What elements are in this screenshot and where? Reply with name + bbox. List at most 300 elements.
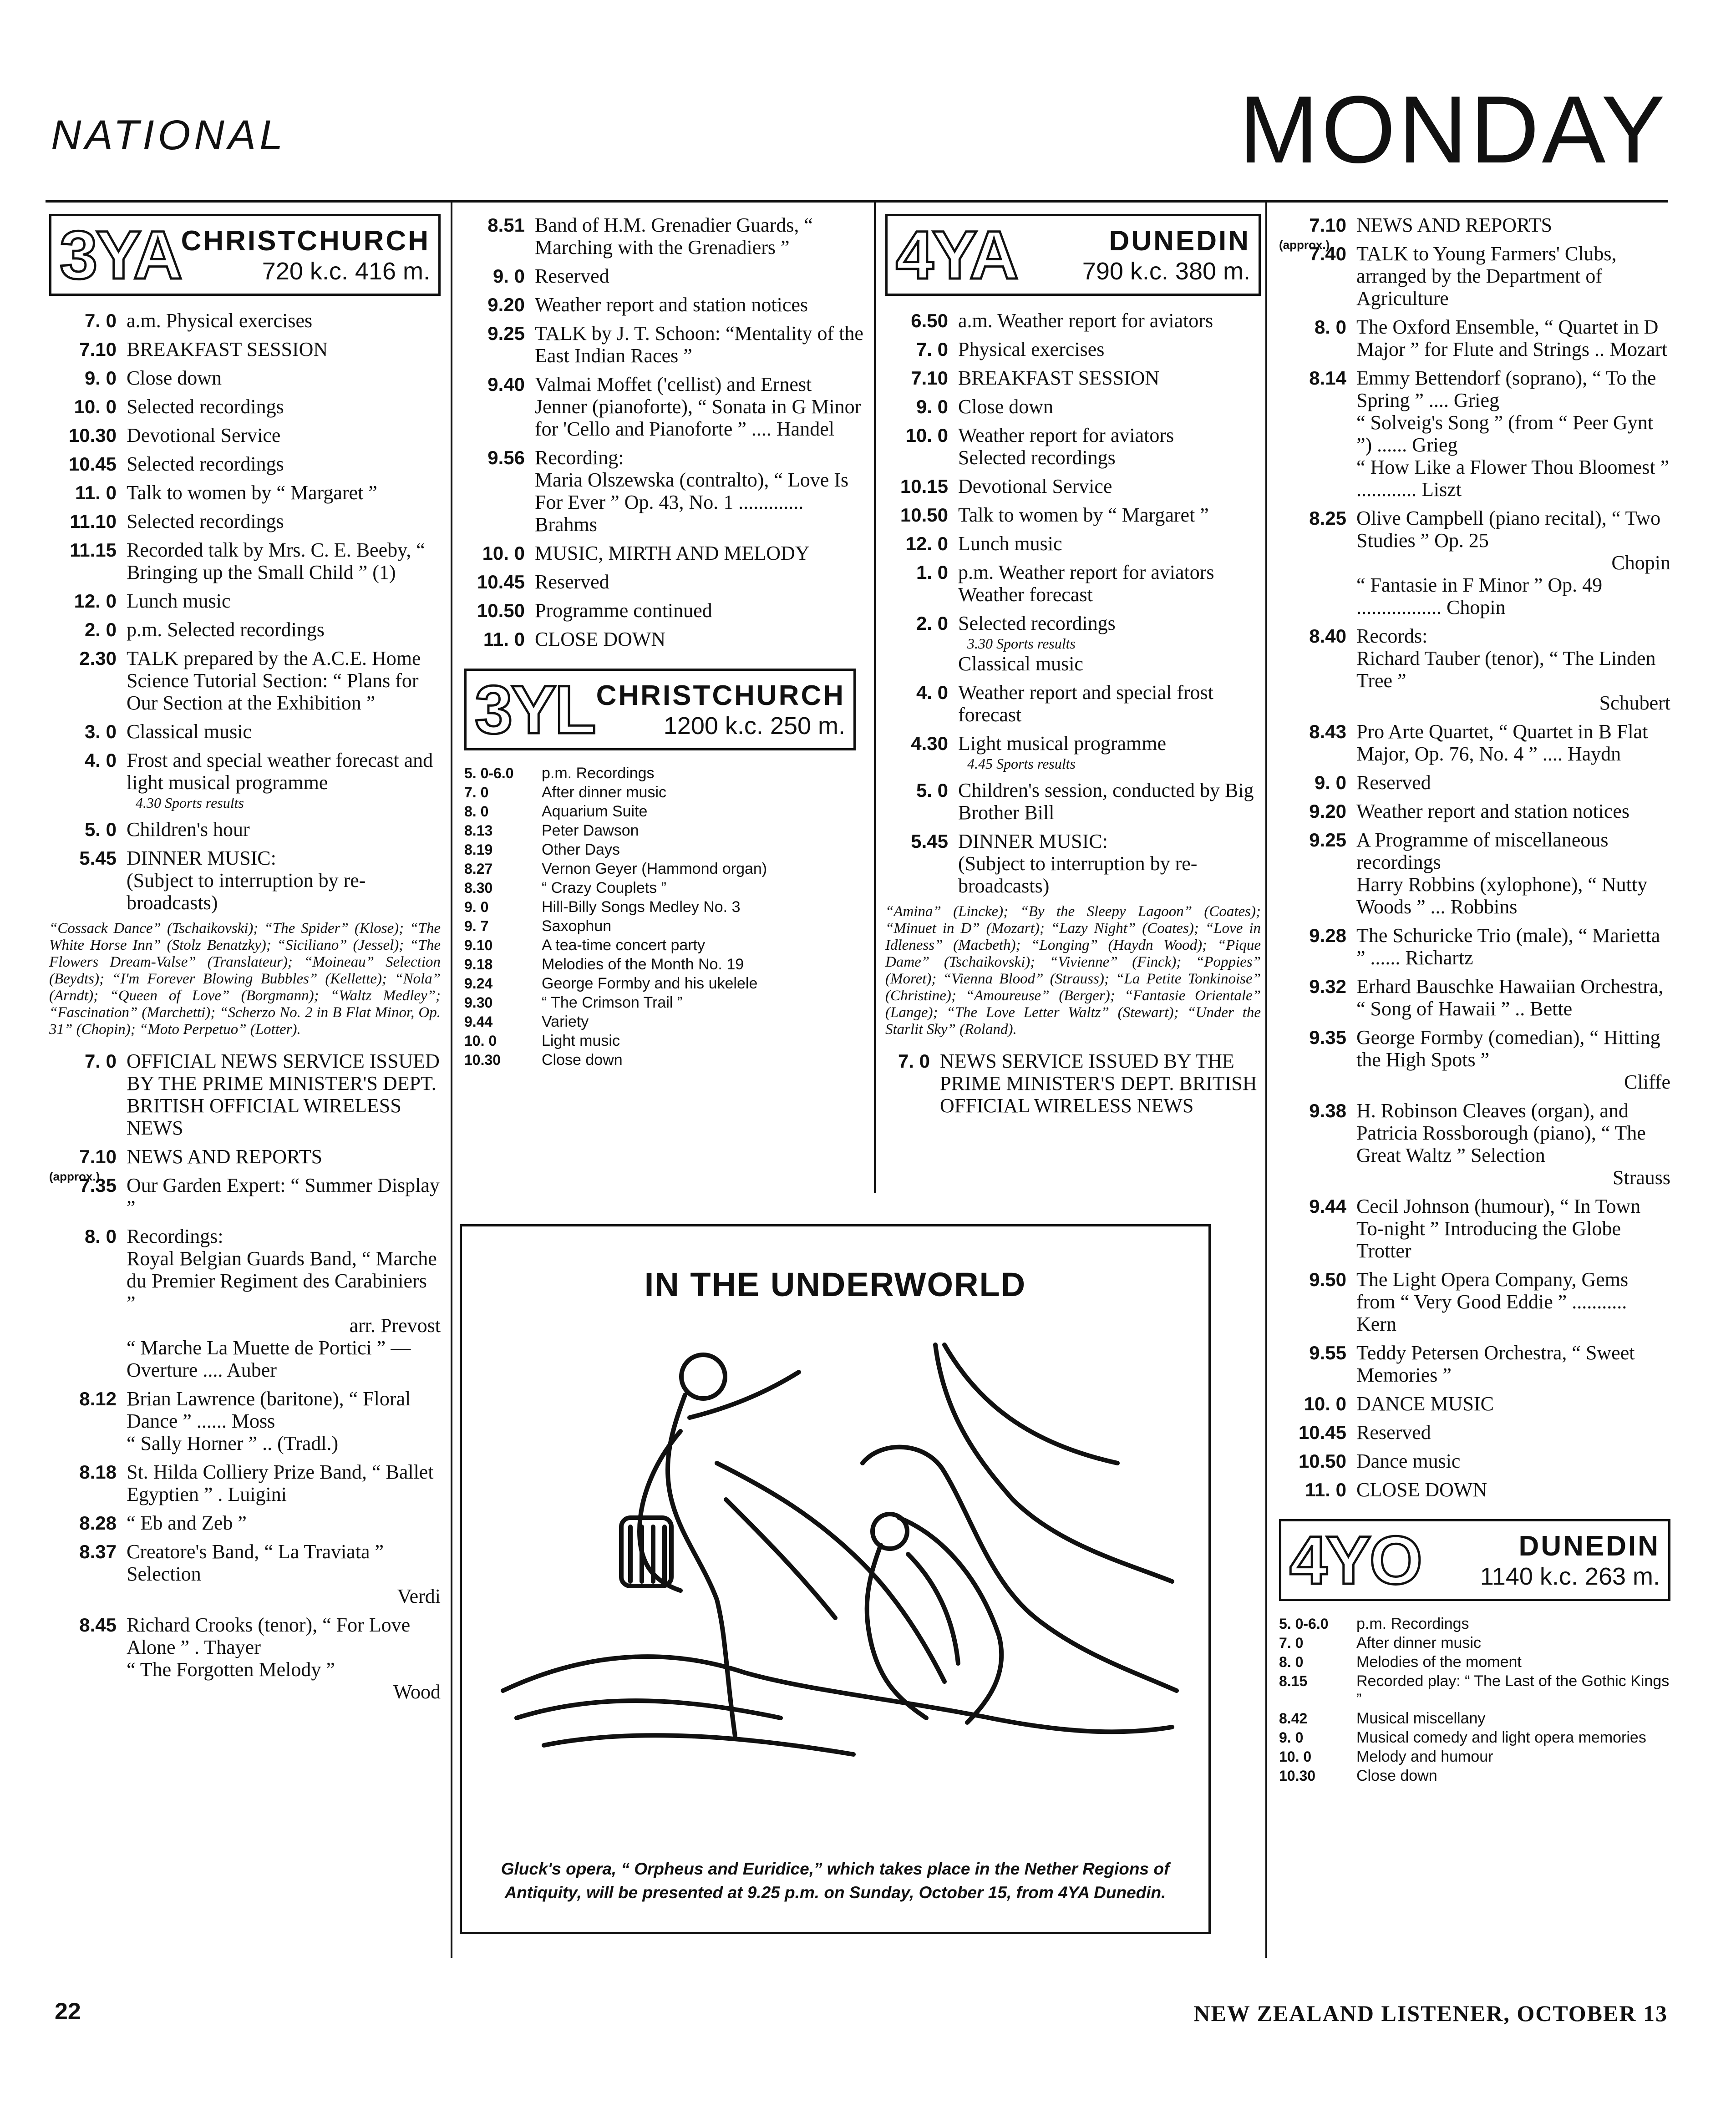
column-divider-2 [874,201,876,1193]
entry-time: 8.42 [1279,1710,1308,1727]
schedule-entry [1279,1672,1670,1708]
entry-text: Programme continued [535,599,712,622]
column-3ya-cont [464,214,865,1070]
entry-time: 8.51 [487,214,525,236]
station-call: 4YO [1289,1522,1421,1598]
entry-text: Close down [1356,1767,1437,1784]
entry-time: 9.55 [1309,1342,1346,1363]
entry-time: 8.28 [79,1512,117,1534]
entry-time: 4. 0 [84,750,117,771]
schedule-entry [49,481,441,504]
entry-text: Reserved [535,265,609,287]
entry-text: “ Marche La Muette de Portici ” — Overture .... Auber [127,1337,411,1381]
schedule-entry [885,504,1261,526]
entry-time: 1. 0 [916,562,948,583]
schedule-entry [885,681,1261,726]
entry-time: 7. 0 [464,784,489,801]
entry-time: 4. 0 [916,682,948,703]
entry-text: BREAKFAST SESSION [958,367,1160,389]
entry-time: 10.30 [464,1052,501,1068]
schedule-entry [49,1050,441,1139]
entry-composer: Cliffe [1624,1071,1670,1093]
schedule-entry [464,955,865,973]
schedule-entry [1279,924,1670,969]
entry-text: a.m. Physical exercises [127,309,313,332]
entry-time: 8.27 [464,861,493,877]
entry-time: 12. 0 [905,533,948,554]
station-frequency: 1200 k.c. 250 m. [663,712,845,740]
entry-time: 10. 0 [464,1033,497,1049]
dinner-music-list: “Amina” (Lincke); “By the Sleepy Lagoon” (Coates); “Minuet in D” (Mozart); “Lazy Night” (Coates); “Love in Idleness” (Macbeth); “Longing” (Haydn Wood); “Pique Dame” (Tschaikovski); “Vivienne” (Finck); “Poppies” (Moret); “Vienna Blood” (Strauss); “La Petite Tonkinoise” (Christine); “Amoureuse” (Berger); “Fantasie Orientale” (Lange); “The Love Letter Waltz” (Stewart); “Under the Starlit Sky” (Roland). [885,903,1261,1038]
schedule-entry [49,1540,441,1607]
entry-text: “ The Forgotten Melody ” [127,1658,335,1681]
entry-time: 8.40 [1309,625,1346,647]
schedule-entry [1279,1026,1670,1093]
entry-time: 7. 0 [916,339,948,360]
entry-text: TALK by J. T. Schoon: “Mentality of the East Indian Races ” [535,322,863,367]
schedule-entry [1279,1615,1670,1633]
entry-time: 7.10 [79,1146,117,1167]
schedule-entry [1279,214,1670,252]
entry-time: 9.20 [487,294,525,315]
entry-time: 9.18 [464,956,493,973]
entry-time: 10.50 [1298,1450,1346,1472]
entry-text: p.m. Weather report for aviators [958,561,1214,583]
entry-text: CLOSE DOWN [535,628,666,650]
entry-text: Musical miscellany [1356,1710,1486,1727]
entry-time: 9. 7 [464,918,489,934]
entry-time: 7. 0 [84,310,117,331]
schedule-entry [1279,243,1670,309]
station-call: 4YA [896,217,1017,293]
entry-text: Teddy Petersen Orchestra, “ Sweet Memories ” [1356,1342,1635,1386]
entry-text: George Formby (comedian), “ Hitting the High Spots ” [1356,1026,1660,1071]
entry-text: Melody and humour [1356,1748,1493,1765]
entry-text: Melodies of the Month No. 19 [542,956,744,973]
entry-text: Dance music [1356,1450,1461,1472]
entry-text: “ Eb and Zeb ” [127,1512,247,1534]
schedule-entry [49,1461,441,1505]
entry-time: 9. 0 [84,367,117,389]
column-divider-1 [451,201,452,1958]
entry-time: 8.12 [79,1388,117,1409]
entry-time: 8.43 [1309,721,1346,742]
entry-time: 8.14 [1309,367,1346,389]
entry-time: 9. 0 [492,265,525,287]
entry-time: 5. 0 [916,780,948,801]
schedule-entry [464,1032,865,1050]
station-box-3yl [464,669,856,750]
entry-text: DANCE MUSIC [1356,1393,1494,1415]
station-frequency: 790 k.c. 380 m. [1082,257,1250,285]
schedule-list [464,214,865,650]
schedule-entry [1279,800,1670,822]
entry-text: Children's hour [127,818,250,841]
schedule-entry [464,936,865,954]
entry-text: DINNER MUSIC: [127,847,276,869]
entry-time: 10. 0 [905,425,948,446]
entry-text: Recording: [535,446,624,469]
schedule-entry [1279,1767,1670,1785]
schedule-entry [1279,1748,1670,1766]
entry-time: 10. 0 [1304,1393,1346,1414]
entry-text: NEWS AND REPORTS [127,1145,323,1168]
schedule-entry [49,1225,441,1381]
entry-text: Selected recordings [127,510,284,532]
entry-text: Creatore's Band, “ La Traviata ” Selection [127,1540,384,1585]
entry-text: Aquarium Suite [542,803,648,820]
entry-time: 11. 0 [75,482,117,503]
schedule-entry [1279,1450,1670,1472]
entry-composer: Verdi [397,1585,441,1607]
entry-text: Lunch music [958,532,1062,555]
entry-subnote: 4.45 Sports results [967,755,1076,772]
station-box-4yo [1279,1519,1670,1601]
station-city: DUNEDIN [1109,225,1250,257]
entry-time: 9.28 [1309,925,1346,946]
entry-time: 10.30 [1279,1768,1316,1784]
schedule-list [885,309,1261,897]
dinner-music-list: “Cossack Dance” (Tschaikovski); “The Spider” (Klose); “The White Horse Inn” (Stolz Benatzky); “Siciliano” (Jessel); “The Flowers Dream-Valse” (Translateur); “Moineau” Selection (Beydts); “I'm Forever Blowing Bubbles” (Kellette); “Nola” (Arndt); “Queen of Love” (Borgmann); “Waltz Medley”; “Fascination” (Marchetti); “Scherzo No. 2 in B Flat Minor, Op. 31” (Chopin); “Moto Perpetuo” (Lotter). [49,920,441,1038]
entry-text: The Light Opera Company, Gems from “ Very Good Eddie ” ........... Kern [1356,1268,1629,1335]
schedule-entry [49,1512,441,1534]
entry-text: Erhard Bauschke Hawaiian Orchestra, “ Song of Hawaii ” .. Bette [1356,975,1664,1020]
schedule-entry [464,841,865,859]
entry-time: 8. 0 [1279,1654,1304,1670]
entry-time: 8.18 [79,1461,117,1483]
schedule-entry [464,974,865,993]
entry-time: 12. 0 [74,590,117,612]
entry-text: Lunch music [127,590,231,612]
entry-text: Weather report and station notices [1356,800,1630,822]
entry-text: Devotional Service [127,424,281,446]
entry-text: CLOSE DOWN [1356,1479,1487,1501]
orpheus-illustration [489,1327,1186,1782]
entry-time: 8.45 [79,1614,117,1636]
schedule-entry [1279,1421,1670,1444]
entry-text: Recorded talk by Mrs. C. E. Beeby, “ Bringing up the Small Child ” (1) [127,539,425,583]
entry-text: Physical exercises [958,338,1105,360]
opera-feature-box [460,1224,1211,1934]
station-call: 3YA [60,217,181,293]
schedule-entry [49,847,441,914]
entry-time: 9.32 [1309,976,1346,997]
entry-text: Our Garden Expert: “ Summer Display ” [127,1174,440,1219]
schedule-entry [49,309,441,332]
entry-time: 8.15 [1279,1673,1308,1689]
entry-time: 10.50 [900,504,948,526]
entry-text: Band of H.M. Grenadier Guards, “ Marching with the Grenadiers ” [535,214,813,258]
entry-subnote: 4.30 Sports results [136,795,244,811]
entry-text: Close down [542,1051,623,1069]
entry-time: 11. 0 [483,628,525,650]
entry-time: 2.30 [79,648,117,669]
entry-text: The Oxford Ensemble, “ Quartet in D Major ” for Flute and Strings .. Mozart [1356,316,1668,360]
station-frequency: 1140 k.c. 263 m. [1480,1562,1660,1590]
schedule-entry [885,338,1261,360]
entry-text: George Formby and his ukelele [542,975,758,992]
entry-text: NEWS AND REPORTS [1356,214,1553,236]
schedule-entry [464,322,865,367]
schedule-entry [885,309,1261,332]
entry-time: 8.30 [464,880,493,896]
column-3ya [49,214,441,1709]
schedule-entry [49,818,441,841]
entry-text: a.m. Weather report for aviators [958,309,1213,332]
top-rule [46,200,1668,203]
schedule-entry [464,917,865,935]
schedule-entry [464,802,865,821]
entry-text: Light musical programme [958,732,1166,755]
entry-text: “ Solveig's Song ” (from “ Peer Gynt ”) ...... Grieg [1356,411,1653,456]
entry-time: 3. 0 [84,721,117,742]
schedule-entry [1279,1195,1670,1262]
schedule-entry [464,1013,865,1031]
entry-text: DINNER MUSIC: [958,830,1108,852]
schedule-entry [1279,316,1670,360]
entry-time: 9.35 [1309,1027,1346,1048]
entry-time: 7.10 [1309,214,1346,236]
entry-text: MUSIC, MIRTH AND MELODY [535,542,810,564]
entry-time: 7. 0 [1279,1635,1304,1651]
entry-time: 5.45 [79,847,117,869]
entry-time: 9. 0 [464,899,489,915]
entry-text: Other Days [542,841,620,858]
entry-time: 5. 0-6.0 [1279,1616,1329,1632]
schedule-entry [464,446,865,536]
entry-text: “ Crazy Couplets ” [542,879,666,897]
schedule-entry [1279,1268,1670,1335]
schedule-entry [464,821,865,840]
entry-text: (Subject to interruption by re-broadcasts) [127,869,366,914]
station-city: DUNEDIN [1518,1530,1660,1562]
schedule-entry [885,424,1261,469]
entry-text: “ Fantasie in F Minor ” Op. 49 ................. Chopin [1356,574,1603,618]
schedule-entry [885,732,1261,773]
entry-text: Recorded play: “ The Last of the Gothic Kings ” [1356,1672,1670,1708]
entry-time: 11.15 [70,539,117,561]
schedule-entry [1279,507,1670,618]
entry-time: 10.45 [1298,1422,1346,1443]
schedule-entry [464,571,865,593]
schedule-entry [464,599,865,622]
entry-time: 9. 0 [1314,772,1346,793]
entry-text: Valmai Moffet ('cellist) and Ernest Jenner (pianoforte), “ Sonata in G Minor for 'Cello and Pianoforte ” .... Handel [535,373,862,440]
entry-time: 8. 0 [1314,316,1346,338]
entry-text: Recordings: [127,1225,223,1247]
entry-time: 4.30 [911,733,948,754]
entry-time: 9. 0 [1279,1729,1304,1746]
entry-text: H. Robinson Cleaves (organ), and Patricia Rossborough (piano), “ The Great Waltz ” Selection [1356,1100,1646,1166]
schedule-entry [1279,367,1670,501]
entry-composer: Schubert [1599,692,1670,714]
schedule-entry [1279,1479,1670,1501]
entry-text: Emmy Bettendorf (soprano), “ To the Spring ” .... Grieg [1356,367,1656,411]
schedule-entry [464,214,865,258]
entry-time: 5.45 [911,831,948,852]
entry-time: 5. 0-6.0 [464,765,514,781]
entry-time: 9.50 [1309,1269,1346,1290]
schedule-list-small [464,764,865,1069]
station-city: CHRISTCHURCH [596,679,845,711]
entry-time: 2. 0 [84,619,117,640]
entry-time: 8.25 [1309,507,1346,529]
entry-time: 9.25 [487,323,525,344]
column-4ya [885,214,1261,1123]
schedule-entry [49,1145,441,1183]
entry-text: Children's session, conducted by Big Brother Bill [958,779,1254,824]
entry-text: Talk to women by “ Margaret ” [127,481,377,504]
schedule-entry [49,510,441,532]
schedule-entry [49,395,441,418]
entry-time: 7.10 [911,367,948,389]
page-number: 22 [55,1998,81,2025]
entry-text: A tea-time concert party [542,937,706,954]
schedule-list [49,309,441,914]
schedule-entry [464,898,865,916]
entry-text: TALK to Young Farmers' Clubs, arranged by the Department of Agriculture [1356,243,1617,309]
entry-text: Weather report and special frost forecast [958,681,1213,726]
schedule-entry [885,561,1261,606]
schedule-list-small [1279,1615,1670,1785]
schedule-entry [1279,1653,1670,1671]
entry-text: p.m. Selected recordings [127,618,325,641]
schedule-entry [464,1051,865,1069]
entry-time: 8. 0 [84,1226,117,1247]
schedule-entry [464,860,865,878]
schedule-entry [49,338,441,360]
entry-text: Variety [542,1013,589,1030]
entry-text: Peter Dawson [542,822,639,839]
day-title: MONDAY [1239,76,1668,183]
entry-time: 9.44 [1309,1196,1346,1217]
entry-text: Selected recordings [127,395,284,418]
entry-text: (Subject to interruption by re-broadcasts) [958,852,1198,897]
entry-text: “ The Crimson Trail ” [542,994,683,1011]
entry-text: Light music [542,1032,620,1049]
entry-text: OFFICIAL NEWS SERVICE ISSUED BY THE PRIME MINISTER'S DEPT. BRITISH OFFICIAL WIRELESS NEWS [127,1050,440,1139]
station-call: 3YL [475,671,595,748]
schedule-entry [1279,771,1670,794]
entry-time: 10. 0 [482,542,525,564]
entry-text: Weather forecast [958,583,1093,606]
entry-text: Harry Robbins (xylophone), “ Nutty Woods ” ... Robbins [1356,873,1648,918]
entry-text: Maria Olszewska (contralto), “ Love Is For Ever ” Op. 43, No. 1 ............. Brahms [535,469,849,536]
entry-text: Olive Campbell (piano recital), “ Two Studies ” Op. 25 [1356,507,1661,552]
station-box-3ya [49,214,441,296]
schedule-entry [49,539,441,583]
entry-text: Close down [958,395,1053,418]
entry-time: 7. 0 [84,1050,117,1072]
entry-text: Reserved [1356,771,1431,794]
schedule-entry [464,764,865,782]
schedule-entry [1279,1393,1670,1415]
entry-time: 9.38 [1309,1100,1346,1121]
entry-text: Brian Lawrence (baritone), “ Floral Dance ” ...... Moss [127,1388,411,1432]
entry-text: Saxophun [542,917,612,935]
schedule-entry [885,395,1261,418]
entry-text: After dinner music [1356,1634,1481,1652]
schedule-entry [464,265,865,287]
entry-text: TALK prepared by the A.C.E. Home Science Tutorial Section: “ Plans for Our Section at the Exhibition ” [127,647,421,714]
station-box-4ya [885,214,1261,296]
entry-text: NEWS SERVICE ISSUED BY THE PRIME MINISTER'S DEPT. BRITISH OFFICIAL WIRELESS NEWS [940,1050,1257,1117]
schedule-entry [49,618,441,641]
entry-text: Pro Arte Quartet, “ Quartet in B Flat Major, Op. 76, No. 4 ” .... Haydn [1356,720,1648,765]
schedule-entry [1279,1100,1670,1189]
entry-text: Classical music [958,653,1083,675]
schedule-entry [885,532,1261,555]
schedule-entry [885,779,1261,824]
entry-text: BREAKFAST SESSION [127,338,328,360]
entry-time: 7.35 [79,1175,117,1196]
entry-time: 9.56 [487,447,525,468]
entry-text: Selected recordings [958,612,1116,634]
entry-time: 10. 0 [1279,1748,1312,1765]
entry-text: “ Sally Horner ” .. (Tradl.) [127,1432,339,1454]
feature-title: IN THE UNDERWORLD [644,1266,1026,1303]
entry-time: 10.50 [477,600,525,621]
entry-time: 8.19 [464,841,493,858]
schedule-entry [49,749,441,812]
schedule-entry [464,628,865,650]
entry-time: 11. 0 [1305,1479,1346,1500]
schedule-entry [49,1174,441,1219]
schedule-entry [464,993,865,1012]
column-divider-3 [1265,201,1267,1958]
entry-text: p.m. Recordings [1356,1615,1469,1632]
entry-time: 9.20 [1309,801,1346,822]
entry-text: Hill-Billy Songs Medley No. 3 [542,898,741,916]
entry-time: 7.40 [1309,243,1346,264]
entry-text: Vernon Geyer (Hammond organ) [542,860,767,877]
entry-text: The Schuricke Trio (male), “ Marietta ” ...... Richartz [1356,924,1660,969]
entry-time: 6.50 [911,310,948,331]
entry-time: 10.45 [68,453,117,475]
entry-time: 10. 0 [74,396,117,417]
entry-text: St. Hilda Colliery Prize Band, “ Ballet Egyptien ” . Luigini [127,1461,434,1505]
schedule-entry [885,475,1261,497]
schedule-entry [464,783,865,801]
entry-time: 5. 0 [84,819,117,840]
schedule-entry [885,367,1261,389]
schedule-entry [885,830,1261,897]
schedule-entry [49,367,441,389]
station-city: CHRISTCHURCH [181,225,430,257]
entry-text: Weather report for aviators [958,424,1174,446]
schedule-entry [885,612,1261,675]
news-entry [885,1050,1261,1117]
entry-time: 9.40 [487,374,525,395]
entry-text: “ How Like a Flower Thou Bloomest ” ............ Liszt [1356,456,1670,501]
schedule-list [1279,214,1670,1501]
entry-text: Classical music [127,720,252,743]
entry-text: After dinner music [542,784,666,801]
entry-text: Richard Tauber (tenor), “ The Linden Tree ” [1356,647,1656,692]
schedule-entry [49,1614,441,1703]
schedule-entry [1279,829,1670,918]
entry-text: Royal Belgian Guards Band, “ Marche du Premier Regiment des Carabiniers ” [127,1247,437,1314]
entry-time: 11.10 [70,511,117,532]
entry-text: Musical comedy and light opera memories [1356,1729,1646,1746]
schedule-entry [49,720,441,743]
schedule-entry [1279,1728,1670,1747]
entry-text: p.m. Recordings [542,765,655,782]
entry-text: Talk to women by “ Margaret ” [958,504,1209,526]
entry-time: 8.37 [79,1541,117,1562]
schedule-entry [1279,1634,1670,1652]
entry-text: Richard Crooks (tenor), “ For Love Alone ” . Thayer [127,1614,411,1658]
